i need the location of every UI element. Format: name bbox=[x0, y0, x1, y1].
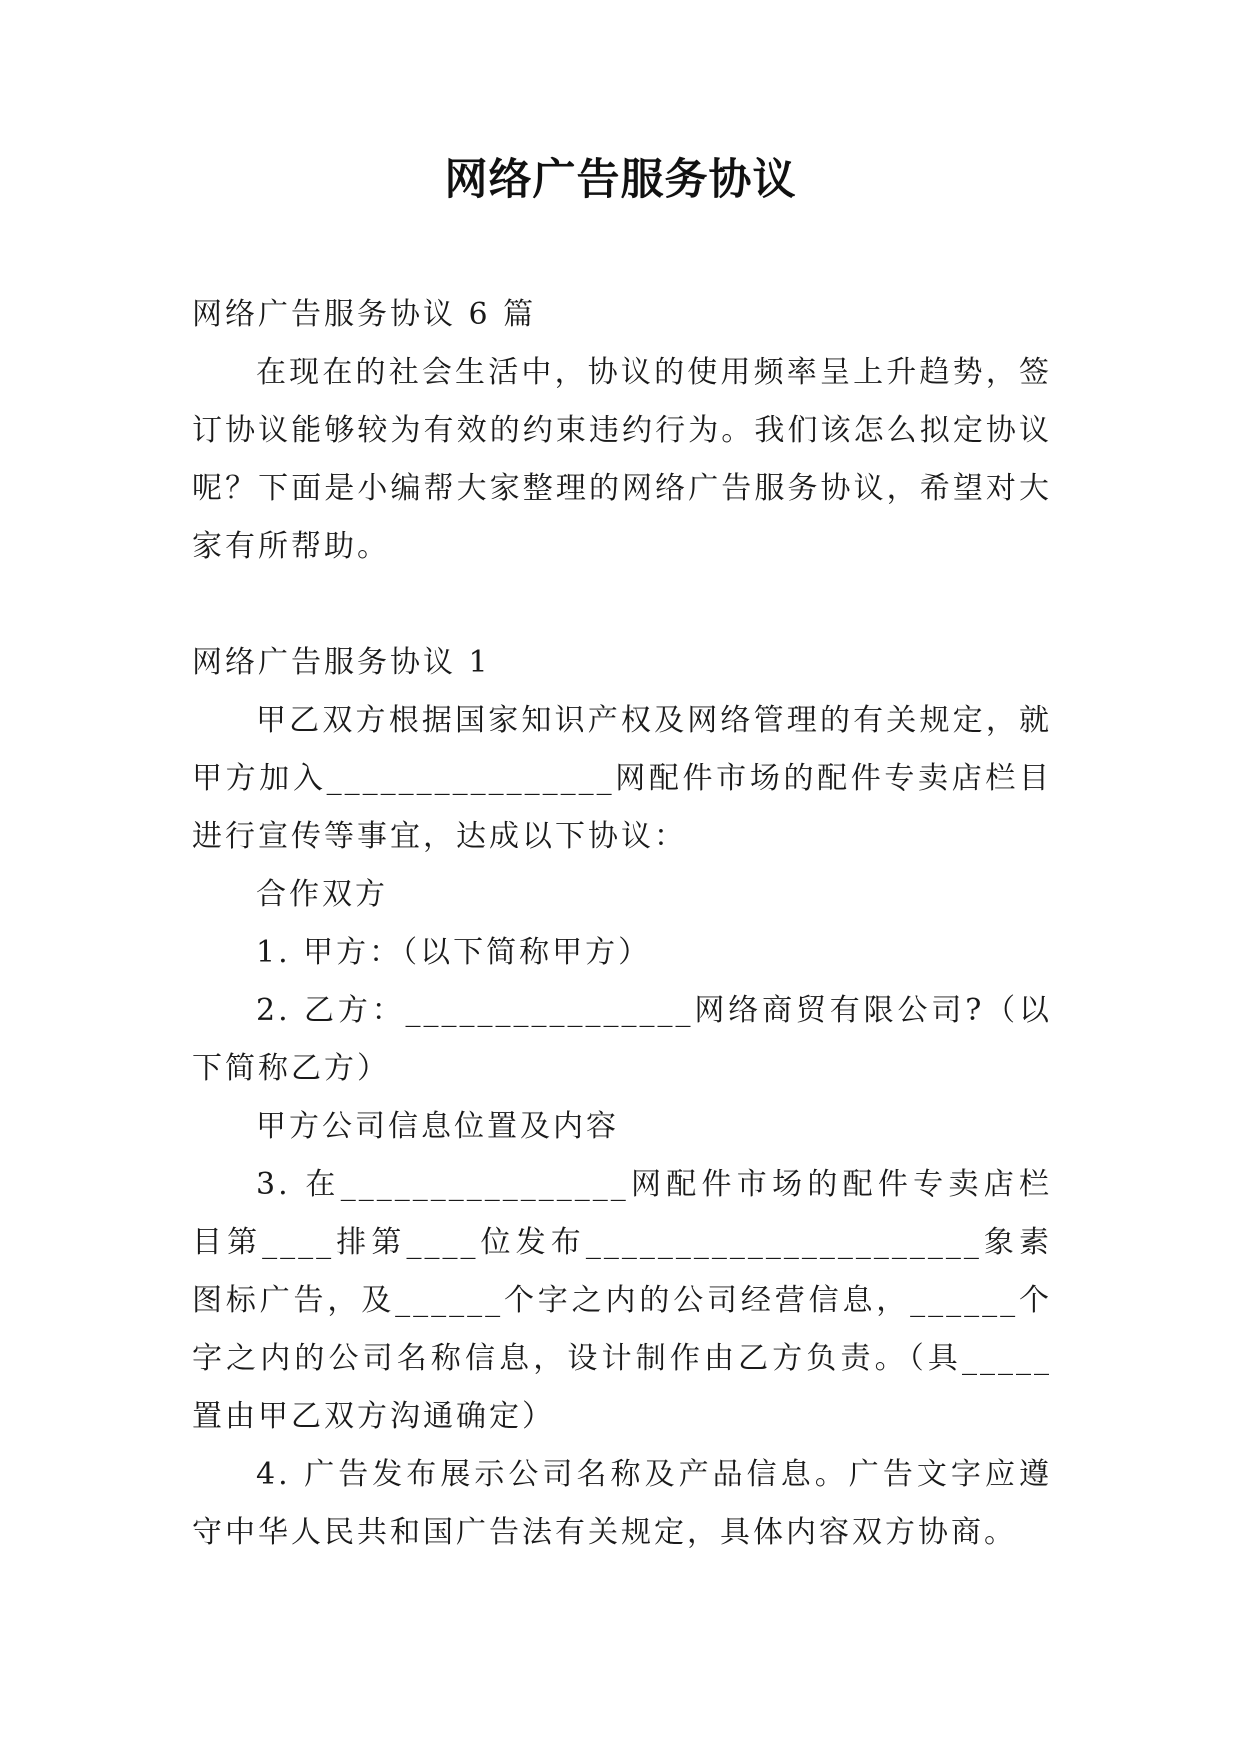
body-paragraph: 合作双方 bbox=[256, 877, 388, 912]
body-paragraph: 甲方公司信息位置及内容 bbox=[256, 1109, 619, 1144]
document-body bbox=[192, 286, 1052, 1562]
paragraph-spacer bbox=[192, 576, 1052, 634]
body-paragraph: 1. 甲方：（以下简称甲方） bbox=[256, 935, 652, 970]
body-paragraph: 4. 广告发布展示公司名称及产品信息。广告文字应遵守中华人民共和国广告法有关规定，具体内容双方协商。 bbox=[192, 1457, 1052, 1550]
intro-paragraph: 在现在的社会生活中，协议的使用频率呈上升趋势，签订协议能够较为有效的约束违约行为。我们该怎么拟定协议呢？下面是小编帮大家整理的网络广告服务协议，希望对大家有所帮助。 bbox=[192, 355, 1052, 564]
body-paragraph: 甲乙双方根据国家知识产权及网络管理的有关规定，就甲方加入________________网配件市场的配件专卖店栏目进行宣传等事宜，达成以下协议： bbox=[192, 703, 1052, 854]
document-subtitle: 网络广告服务协议 6 篇 bbox=[192, 297, 537, 332]
document-title: 网络广告服务协议 bbox=[444, 155, 797, 205]
section-heading: 网络广告服务协议 1 bbox=[192, 645, 491, 680]
body-paragraph: 3. 在________________网配件市场的配件专卖店栏目第____排第____位发布______________________象素图标广告，及______个字之内的公司经营信息，______个字之内的公司名称信息，设计制作由乙方负责。（具_____置由甲乙双方沟通确定） bbox=[192, 1167, 1052, 1434]
body-paragraph: 2. 乙方：________________网络商贸有限公司?（以下简称乙方） bbox=[192, 993, 1052, 1086]
